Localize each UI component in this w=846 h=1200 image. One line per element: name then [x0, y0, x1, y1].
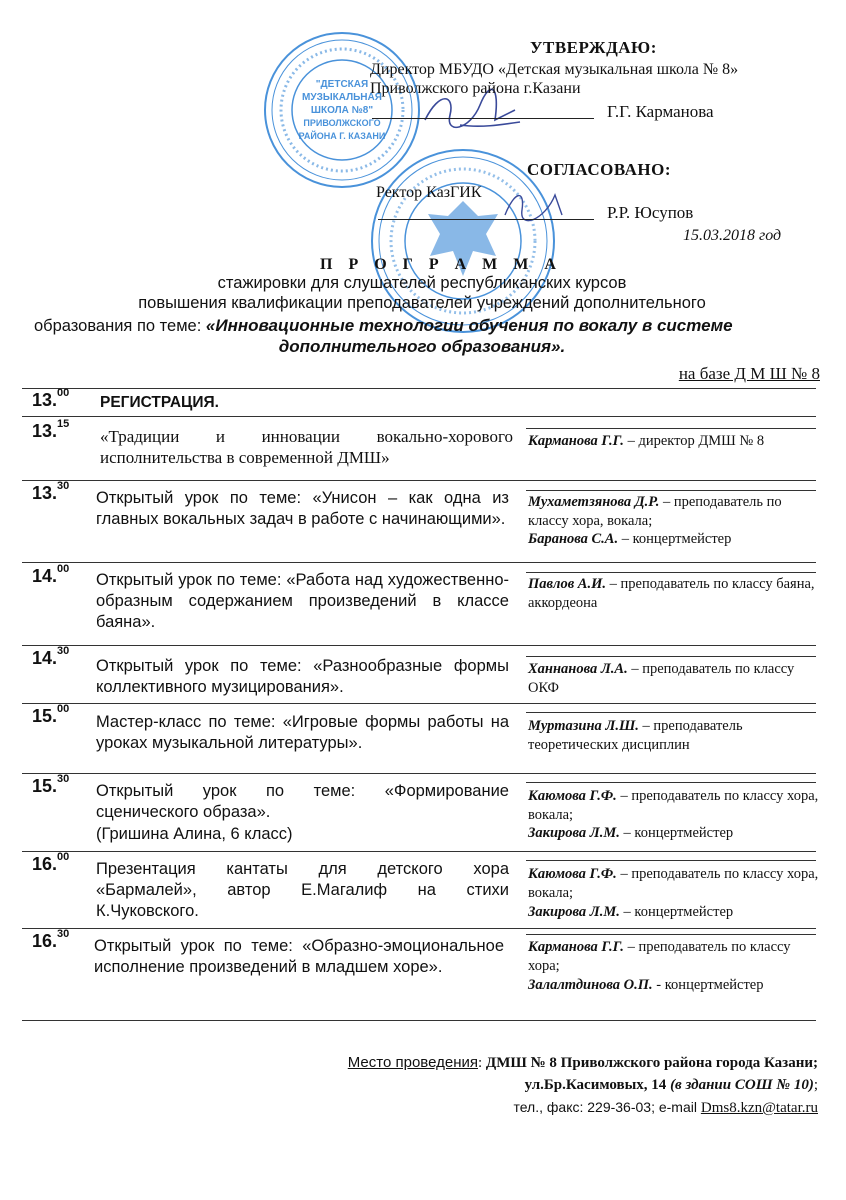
schedule-person: Каюмова Г.Ф. – преподаватель по классу хора, вокала;	[528, 866, 819, 901]
agree-date: 15.03.2018 год	[683, 227, 782, 244]
row-line	[22, 480, 816, 481]
svg-text:"ДЕТСКАЯ: "ДЕТСКАЯ	[315, 79, 369, 90]
schedule-person: Ханнанова Л.А. – преподаватель по классу ОКФ	[528, 661, 795, 696]
schedule-desc: «Традиции и инновации вокально-хорового исполнительства в современной ДМШ»	[100, 427, 513, 467]
row-line	[22, 851, 816, 852]
base-location: на базе Д М Ш № 8	[678, 364, 820, 383]
time-slot: 13.15	[32, 418, 70, 441]
agree-line1: Ректор КазГИК	[376, 184, 482, 201]
approve-line2: Приволжского района г.Казани	[370, 80, 581, 97]
schedule-person: Карманова Г.Г. – директор ДМШ № 8	[528, 433, 765, 449]
row-line	[22, 928, 816, 929]
row-line	[526, 490, 816, 491]
footer-contacts	[513, 1097, 818, 1118]
topic-line1: «Инновационные технологии обучения по вокалу в системе	[205, 316, 733, 335]
program-intro-line2: повышения квалификации преподавателей учреждений дополнительного	[138, 294, 706, 312]
approve-line1: Директор МБУДО «Детская музыкальная школа № 8»	[370, 61, 739, 78]
approve-signature-line	[372, 118, 594, 119]
schedule-desc: Открытый урок по теме: «Формирование сценического образа».	[96, 782, 509, 821]
svg-text:ШКОЛА №8": ШКОЛА №8"	[310, 105, 374, 116]
svg-text:ПРИВОЛЖСКОГО: ПРИВОЛЖСКОГО	[303, 118, 381, 128]
time-slot: 16.30	[32, 928, 70, 951]
schedule-desc: Открытый урок по теме: «Образно-эмоциональное исполнение произведений в младшем хоре».	[94, 937, 504, 976]
schedule-person: Закирова Л.М. – концертмейстер	[528, 825, 734, 841]
time-slot: 14.00	[32, 563, 70, 586]
schedule-person: Карманова Г.Г. – преподаватель по классу хора;	[528, 939, 791, 974]
table-top-line	[22, 388, 816, 389]
topic-line2: дополнительного образования».	[278, 337, 566, 356]
schedule-person: Муртазина Л.Ш. – преподаватель теоретических дисциплин	[528, 718, 743, 753]
row-line	[22, 773, 816, 774]
time-slot: 15.00	[32, 703, 70, 726]
agree-signature-line	[378, 219, 594, 220]
table-bottom-line	[22, 1020, 816, 1021]
venue-sep: :	[477, 1055, 486, 1071]
time-slot: 13.30	[32, 480, 70, 503]
schedule-person: Каюмова Г.Ф. – преподаватель по классу хора, вокала;	[528, 788, 819, 823]
time-slot: 14.30	[32, 645, 70, 668]
schedule-desc: Открытый урок по теме: «Работа над художественно-образным содержанием произведений в классе баяна».	[96, 571, 509, 631]
approve-signer: Г.Г. Карманова	[607, 102, 714, 121]
row-line	[526, 572, 816, 573]
schedule-person: Мухаметзянова Д.Р. – преподаватель по классу хора, вокала;	[528, 494, 782, 529]
footer-address	[525, 1075, 818, 1095]
approve-heading: УТВЕРЖДАЮ:	[530, 38, 657, 57]
contacts-prefix: тел., факс: 229-36-03; e-mail	[513, 1099, 701, 1115]
schedule-desc: Открытый урок по теме: «Разнообразные формы коллективного музицирования».	[96, 657, 509, 696]
schedule-person: Закирова Л.М. – концертмейстер	[528, 904, 734, 920]
time-slot: 15.30	[32, 773, 70, 796]
time-slot: 16.00	[32, 851, 70, 874]
schedule-desc: Мастер-класс по теме: «Игровые формы работы на уроках музыкальной литературы».	[96, 713, 509, 752]
schedule-person: Баранова С.А. – концертмейстер	[528, 531, 732, 547]
footer-venue	[348, 1053, 818, 1073]
agree-signer: Р.Р. Юсупов	[607, 203, 694, 222]
program-intro-line3	[34, 316, 834, 336]
program-intro-line1: стажировки для слушателей республиканских курсов	[217, 274, 627, 292]
schedule-desc: Открытый урок по теме: «Унисон – как одна из главных вокальных задач в работе с начинающими».	[96, 489, 509, 528]
schedule-person: Павлов А.И. – преподаватель по классу баяна, аккордеона	[528, 576, 815, 611]
time-slot: 13.00	[32, 387, 70, 410]
email-link[interactable]: Dms8.kzn@tatar.ru	[700, 1100, 818, 1116]
row-line	[22, 416, 816, 417]
svg-text:МУЗЫКАЛЬНАЯ: МУЗЫКАЛЬНАЯ	[302, 92, 382, 103]
row-line	[526, 782, 816, 783]
row-line	[22, 562, 816, 563]
program-title: П Р О Г Р А М М А	[320, 256, 562, 273]
row-line	[22, 645, 816, 646]
address: ул.Бр.Касимовых, 14	[524, 1077, 667, 1093]
svg-text:РАЙОНА Г. КАЗАНИ: РАЙОНА Г. КАЗАНИ	[298, 131, 386, 141]
schedule-desc: Презентация кантаты для детского хора «Бармалей», автор Е.Магалиф на стихи К.Чуковского.	[96, 860, 509, 920]
row-line	[526, 428, 816, 429]
schedule-person: Залалтдинова О.П. - концертмейстер	[528, 977, 764, 993]
agree-heading: СОГЛАСОВАНО:	[527, 160, 672, 179]
row-line	[526, 934, 816, 935]
address-note: (в здании СОШ № 10)	[666, 1077, 814, 1093]
row-line	[526, 656, 816, 657]
venue-value: ДМШ № 8 Приволжского района города Казани;	[485, 1055, 818, 1071]
schedule-desc-note: (Гришина Алина, 6 класс)	[96, 825, 293, 843]
row-line	[526, 860, 816, 861]
schedule-desc: РЕГИСТРАЦИЯ.	[100, 394, 219, 411]
row-line	[526, 712, 816, 713]
venue-label: Место проведения	[347, 1054, 478, 1071]
address-end: ;	[813, 1077, 818, 1093]
topic-prefix: образования по теме:	[34, 317, 202, 335]
row-line	[22, 703, 816, 704]
